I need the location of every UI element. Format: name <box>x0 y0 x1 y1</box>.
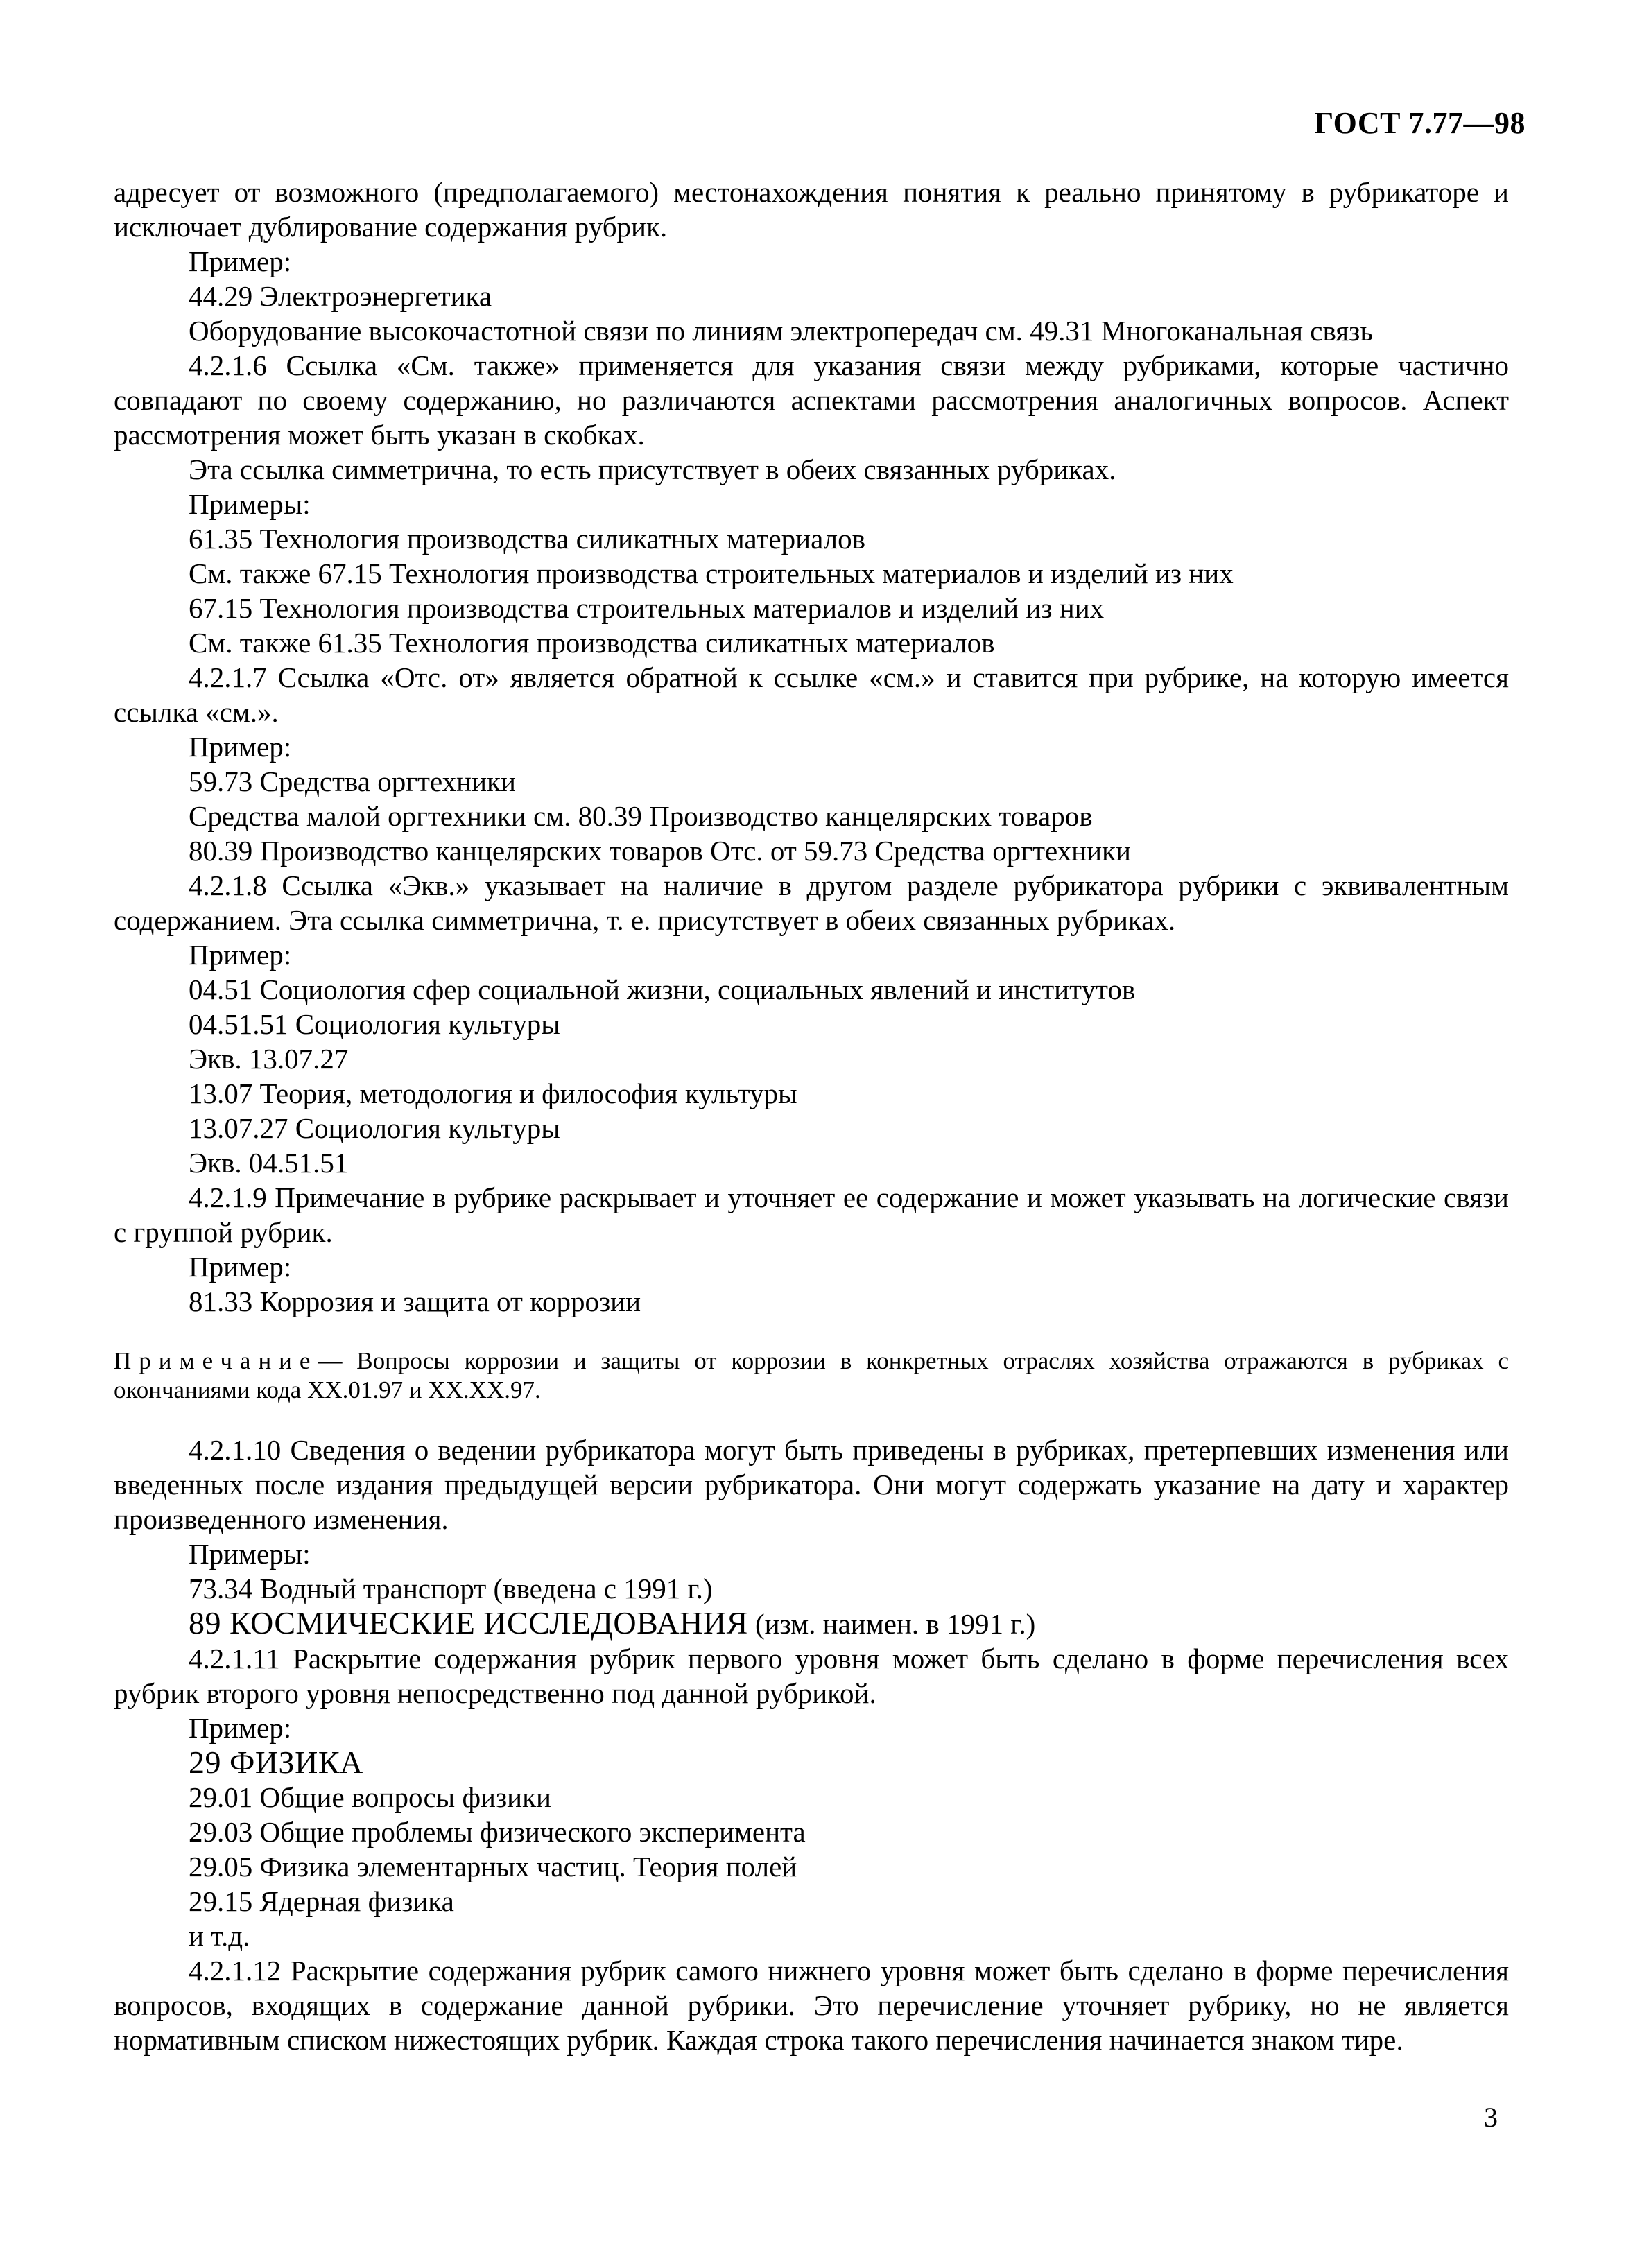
rubric-line: 59.73 Средства оргтехники <box>189 765 516 797</box>
clause-4-2-1-8: 4.2.1.8 Ссылка «Экв.» указывает на наличие в другом разделе рубрикатора рубрики с эквивалентным содержанием. Эта ссылка симметрична, т. е. присутствует в обеих связанных рубриках. <box>114 869 1509 936</box>
clause-4-2-1-11: 4.2.1.11 Раскрытие содержания рубрик первого уровня может быть сделано в форме перечисления всех рубрик второго уровня непосредственно под данной рубрикой. <box>114 1643 1509 1709</box>
rubric-line: 29.03 Общие проблемы физического эксперимента <box>189 1816 806 1848</box>
rubric-line: Оборудование высокочастотной связи по линиям электропередач см. 49.31 Многоканальная связь <box>189 315 1374 347</box>
document-id-header: ГОСТ 7.77—98 <box>1314 106 1526 140</box>
paragraph: адресует от возможного (предполагаемого) местонахождения понятия к реально принятому в рубрикаторе и исключает дублирование содержания рубрик. <box>114 176 1509 243</box>
clause-4-2-1-9: 4.2.1.9 Примечание в рубрике раскрывает и уточняет ее содержание и может указывать на логические связи с группой рубрик. <box>114 1181 1509 1248</box>
rubric-line: 13.07.27 Социология культуры <box>189 1112 560 1144</box>
example-label: Пример: <box>189 1251 292 1283</box>
example-label: Пример: <box>189 939 292 971</box>
note-label: Примечание <box>114 1347 318 1374</box>
clause-4-2-1-6: 4.2.1.6 Ссылка «См. также» применяется для указания связи между рубриками, которые частично совпадают по своему содержанию, но различаются аспектами рассмотрения аналогичных вопросов. Аспект рассмотрения может быть указан в скобках. <box>114 349 1509 451</box>
rubric-line: 29.15 Ядерная физика <box>189 1885 454 1917</box>
example-label: Примеры: <box>189 1538 311 1570</box>
example-label: Примеры: <box>189 488 311 520</box>
rubric-line: См. также 67.15 Технология производства строительных материалов и изделий из них <box>189 557 1234 589</box>
example-label: Пример: <box>189 731 292 763</box>
rubric-title: 89 КОСМИЧЕСКИЕ ИССЛЕДОВАНИЯ <box>189 1605 748 1641</box>
paragraph: Эта ссылка симметрична, то есть присутствует в обеих связанных рубриках. <box>189 453 1116 485</box>
rubric-line: 29.01 Общие вопросы физики <box>189 1781 551 1813</box>
rubric-line: Средства малой оргтехники см. 80.39 Производство канцелярских товаров <box>189 800 1093 832</box>
rubric-line: 80.39 Производство канцелярских товаров Отс. от 59.73 Средства оргтехники <box>189 835 1131 867</box>
rubric-line: и т.д. <box>189 1920 250 1952</box>
rubric-line: 61.35 Технология производства силикатных материалов <box>189 523 865 555</box>
rubric-line <box>114 1606 1509 1641</box>
note-text: — Вопросы коррозии и защиты от коррозии в конкретных отраслях хозяйства отражаются в рубриках с окончаниями кода XX.01.97 и XX.XX.97. <box>114 1347 1509 1403</box>
rubric-line: Экв. 13.07.27 <box>189 1043 349 1075</box>
clause-4-2-1-10: 4.2.1.10 Сведения о ведении рубрикатора могут быть приведены в рубриках, претерпевших изменения или введенных после издания предыдущей версии рубрикатора. Они могут содержать указание на дату и характер произведенного изменения. <box>114 1434 1509 1535</box>
rubric-line: См. также 61.35 Технология производства силикатных материалов <box>189 627 995 659</box>
example-label: Пример: <box>189 1712 292 1744</box>
example-label: Пример: <box>189 245 292 277</box>
rubric-line: 67.15 Технология производства строительных материалов и изделий из них <box>189 592 1105 624</box>
rubric-line: 81.33 Коррозия и защита от коррозии <box>189 1286 641 1317</box>
page-number: 3 <box>1484 2102 1498 2133</box>
rubric-line: 13.07 Теория, методология и философия культуры <box>189 1077 797 1109</box>
rubric-line: 04.51 Социология сфер социальной жизни, социальных явлений и институтов <box>189 973 1136 1005</box>
document-body <box>114 175 1509 2057</box>
note-block <box>114 1347 1509 1405</box>
rubric-line: 29.05 Физика элементарных частиц. Теория полей <box>189 1851 797 1882</box>
clause-4-2-1-7: 4.2.1.7 Ссылка «Отс. от» является обратной к ссылке «см.» и ставится при рубрике, на которую имеется ссылка «см.». <box>114 661 1509 728</box>
rubric-line: 04.51.51 Социология культуры <box>189 1008 560 1040</box>
rubric-line: 73.34 Водный транспорт (введена с 1991 г.) <box>189 1573 713 1604</box>
rubric-title: 29 ФИЗИКА <box>189 1745 363 1780</box>
rubric-line: Экв. 04.51.51 <box>189 1147 349 1179</box>
rubric-note: (изм. наимен. в 1991 г.) <box>747 1608 1036 1640</box>
rubric-line: 44.29 Электроэнергетика <box>189 280 492 312</box>
clause-4-2-1-12: 4.2.1.12 Раскрытие содержания рубрик самого нижнего уровня может быть сделано в форме перечисления вопросов, входящих в содержание данной рубрики. Это перечисление уточняет рубрику, но не является нормативным списком нижестоящих рубрик. Каждая строка такого перечисления начинается знаком тире. <box>114 1955 1509 2056</box>
